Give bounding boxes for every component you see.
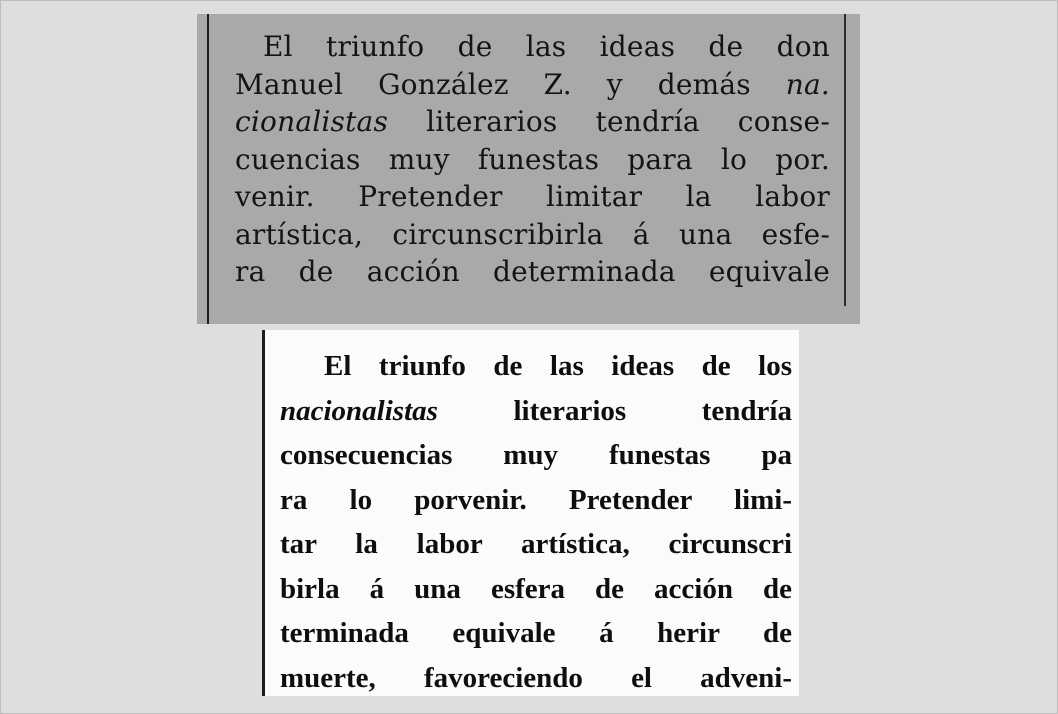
text-line: Manuel González Z. y demás na. [235, 67, 830, 101]
text-line: venir. Pretender limitar la labor [235, 180, 830, 213]
text-line: nacionalistas literarios tendría [280, 394, 792, 427]
newspaper-clipping-top [197, 14, 860, 324]
text-line: consecuencias muy funestas pa [280, 439, 792, 471]
text-line: cuencias muy funestas para lo por. [235, 142, 830, 176]
text-line: ra lo porvenir. Pretender limi- [280, 483, 792, 516]
text-line: birla á una esfera de acción de [280, 572, 792, 605]
newspaper-clipping-bottom [262, 330, 799, 696]
text-line: cionalistas literarios tendría conse- [235, 105, 830, 138]
text-line: El triunfo de las ideas de don [263, 30, 830, 63]
column-rule-left [262, 330, 265, 696]
text-line: El triunfo de las ideas de los [324, 350, 792, 382]
column-rule-left [207, 14, 209, 324]
text-line: artística, circunscribirla á una esfe- [235, 217, 830, 251]
column-rule-right [844, 14, 846, 306]
text-line: ra de acción determinada equivale [235, 255, 830, 288]
clipping-text [280, 344, 792, 696]
text-line: muerte, favoreciendo el adveni- [280, 661, 792, 694]
clipping-text [235, 28, 830, 291]
text-line: terminada equivale á herir de [280, 617, 792, 649]
text-line: tar la labor artística, circunscri [280, 528, 792, 560]
